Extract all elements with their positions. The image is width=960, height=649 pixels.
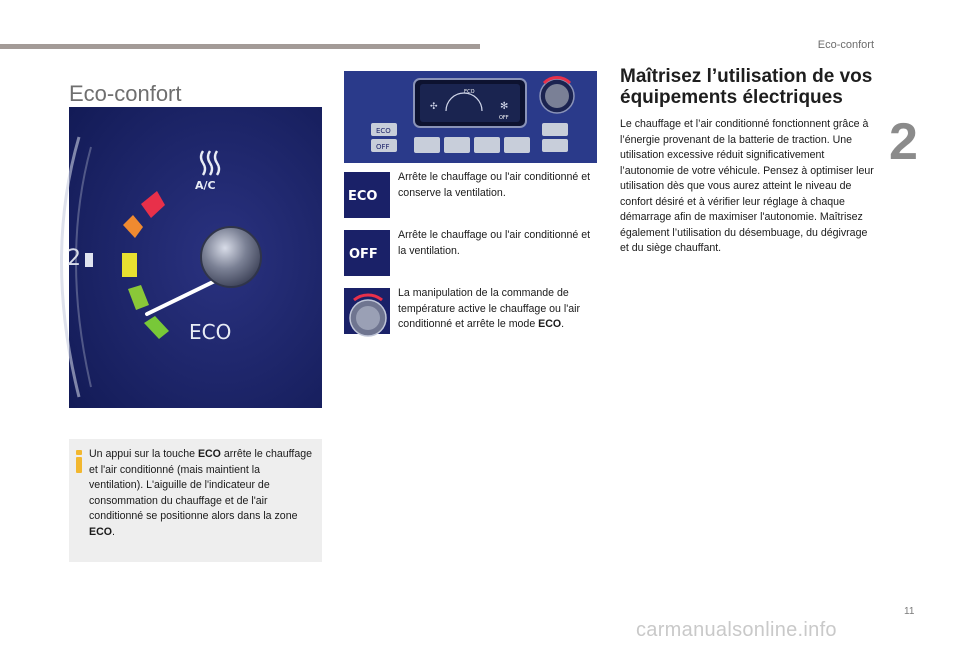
temperature-knob-bold-eco: ECO: [538, 318, 562, 330]
eco-gauge-illustration: [69, 107, 322, 408]
display-eco-text: ECO: [464, 89, 475, 95]
ac-label: A/C: [195, 179, 216, 192]
page-number: 11: [904, 606, 915, 617]
info-bold-eco-1: ECO: [197, 448, 221, 460]
info-text-2: arrête le chauffage et l'air conditionné (mais maintient la ventilation). L'aiguille de l'indicateur de consommation du chauffage et de l'air conditionné se positionne alors dans la zone: [89, 448, 313, 522]
page-title: Eco-confort: [69, 80, 182, 106]
info-text-3: .: [111, 525, 115, 538]
section-heading: Maîtrisez l’utilisation de vos équipements électriques: [620, 66, 873, 108]
eco-button-label: ECO: [348, 189, 378, 204]
info-note: [69, 439, 322, 562]
off-button-image: [344, 230, 390, 276]
temperature-knob-text: La manipulation de la commande de température active le chauffage ou l'air conditionné et arrête le mode: [398, 287, 581, 330]
gauge-hub: [201, 227, 261, 287]
display-snow-icon: ✻: [500, 101, 509, 112]
off-button-description: Arrête le chauffage ou l'air conditionné et la ventilation.: [398, 229, 591, 257]
panel-eco-button-label: ECO: [376, 127, 391, 135]
gauge-edge-label: 2: [67, 246, 81, 271]
chapter-number: 2: [889, 113, 918, 171]
header-rule: [0, 44, 480, 49]
display-fan-icon: ✣: [430, 102, 438, 112]
info-bold-eco-2: ECO: [89, 525, 112, 538]
eco-button-description: Arrête le chauffage ou l'air conditionné et conserve la ventilation.: [398, 171, 591, 199]
display-off-text: OFF: [499, 115, 509, 121]
climate-control-panel-illustration: [344, 71, 597, 163]
eco-button-image: [344, 172, 390, 218]
section-body: Le chauffage et l’air conditionné fonctionnent grâce à l’énergie provenant de la batterie de traction. Une utilisation excessive réduit significativement l’autonomie de votre véhicule. Pensez à optimiser leur utilisation dès que vous aurez atteint le niveau de confort désiré et à vérifier leur réglage à chaque démarrage afin de maximiser l'autonomie. Maîtrisez également l’utilisation du désembuage, du dégivrage et du siège chauffant.: [620, 118, 874, 254]
watermark: carmanualsonline.info: [636, 619, 837, 641]
temperature-knob-description: [398, 286, 594, 333]
eco-zone-label: ECO: [189, 320, 232, 344]
temperature-knob-icon: [344, 288, 390, 334]
panel-off-button-label: OFF: [376, 143, 390, 151]
info-text-1: Un appui sur la touche: [89, 448, 198, 460]
off-button-label: OFF: [349, 247, 378, 262]
temperature-knob-end: .: [561, 318, 565, 330]
info-icon: [76, 450, 82, 470]
section-label: Eco-confort: [817, 39, 874, 51]
